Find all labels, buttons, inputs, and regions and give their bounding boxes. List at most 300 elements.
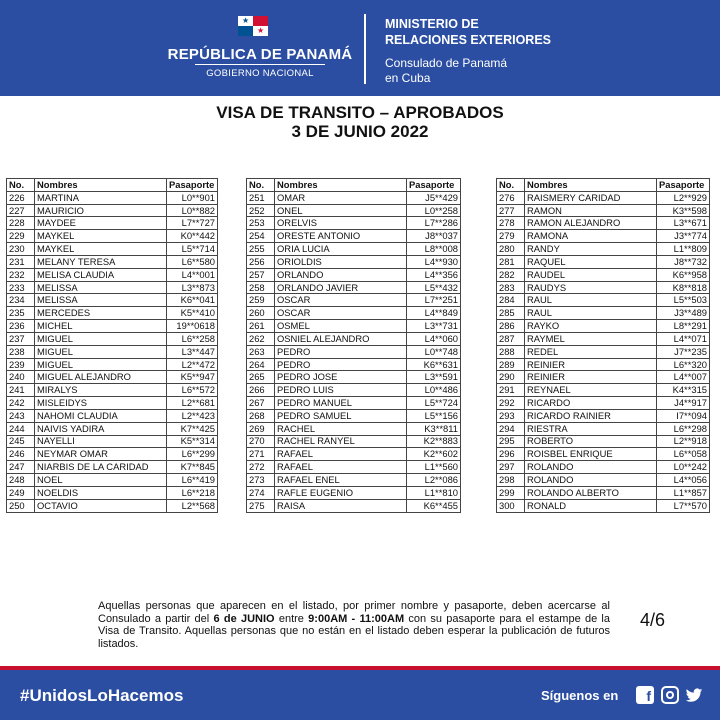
- table-row: [7, 204, 218, 217]
- name-cell: REINIER: [525, 371, 657, 384]
- passport-cell: L6**299: [167, 448, 218, 461]
- number-cell: 263: [247, 345, 275, 358]
- number-cell: 260: [247, 307, 275, 320]
- table-row: [497, 332, 710, 345]
- table-row: [7, 422, 218, 435]
- passport-cell: J3**489: [657, 307, 710, 320]
- number-cell: 235: [7, 307, 35, 320]
- name-cell: RAUL: [525, 294, 657, 307]
- passport-cell: L6**419: [167, 474, 218, 487]
- column-header-no: No.: [7, 179, 35, 192]
- name-cell: PEDRO JOSE: [275, 371, 407, 384]
- table-row: [7, 499, 218, 512]
- table-header-row: [497, 179, 710, 192]
- table-row: [247, 320, 461, 333]
- footer-banner: [0, 666, 720, 720]
- passport-cell: L2**472: [167, 358, 218, 371]
- passport-cell: L4**071: [657, 332, 710, 345]
- table-row: [497, 255, 710, 268]
- number-cell: 273: [247, 474, 275, 487]
- table-row: [247, 499, 461, 512]
- number-cell: 291: [497, 384, 525, 397]
- name-cell: MIGUEL: [35, 332, 167, 345]
- number-cell: 226: [7, 191, 35, 204]
- passport-cell: K5**314: [167, 435, 218, 448]
- name-cell: MAYKEL: [35, 243, 167, 256]
- number-cell: 234: [7, 294, 35, 307]
- name-cell: OSCAR: [275, 307, 407, 320]
- passport-cell: L6**320: [657, 358, 710, 371]
- name-cell: ROLANDO: [525, 461, 657, 474]
- table-row: [497, 435, 710, 448]
- table-row: [247, 448, 461, 461]
- name-cell: NAHOMI CLAUDIA: [35, 409, 167, 422]
- table-row: [7, 255, 218, 268]
- passport-cell: L4**056: [657, 474, 710, 487]
- passport-cell: K6**958: [657, 268, 710, 281]
- number-cell: 245: [7, 435, 35, 448]
- hashtag: #UnidosLoHacemos: [20, 686, 184, 705]
- table-row: [247, 217, 461, 230]
- passport-cell: L0**882: [167, 204, 218, 217]
- notice-time: 9:00AM - 11:00AM: [308, 612, 405, 625]
- passport-cell: J5**429: [407, 191, 461, 204]
- number-cell: 256: [247, 255, 275, 268]
- name-cell: PEDRO SAMUEL: [275, 409, 407, 422]
- header-banner: [0, 0, 720, 96]
- table-row: [7, 191, 218, 204]
- table-row: [497, 397, 710, 410]
- name-cell: RAFAEL: [275, 461, 407, 474]
- passport-cell: L3**447: [167, 345, 218, 358]
- ministry-line-1: MINISTERIO DE: [385, 17, 479, 31]
- number-cell: 272: [247, 461, 275, 474]
- passport-cell: L4**060: [407, 332, 461, 345]
- number-cell: 253: [247, 217, 275, 230]
- name-cell: RAUDEL: [525, 268, 657, 281]
- passport-cell: L5**156: [407, 409, 461, 422]
- table-row: [497, 461, 710, 474]
- number-cell: 249: [7, 486, 35, 499]
- table-row: [497, 230, 710, 243]
- number-cell: 288: [497, 345, 525, 358]
- table-row: [7, 358, 218, 371]
- table-header-row: [7, 179, 218, 192]
- consulate-line-2: en Cuba: [385, 71, 431, 85]
- name-cell: RAYMEL: [525, 332, 657, 345]
- name-cell: RACHEL: [275, 422, 407, 435]
- number-cell: 239: [7, 358, 35, 371]
- name-cell: MERCEDES: [35, 307, 167, 320]
- number-cell: 228: [7, 217, 35, 230]
- passport-cell: K2**602: [407, 448, 461, 461]
- name-cell: NEYMAR OMAR: [35, 448, 167, 461]
- name-cell: NOEL: [35, 474, 167, 487]
- name-cell: MICHEL: [35, 320, 167, 333]
- table-row: [7, 217, 218, 230]
- name-cell: RAUDYS: [525, 281, 657, 294]
- passport-cell: L0**242: [657, 461, 710, 474]
- passport-cell: L0**258: [407, 204, 461, 217]
- number-cell: 261: [247, 320, 275, 333]
- passport-cell: J8**732: [657, 255, 710, 268]
- table-row: [7, 294, 218, 307]
- table-row: [247, 474, 461, 487]
- name-cell: MELISSA: [35, 281, 167, 294]
- number-cell: 251: [247, 191, 275, 204]
- passport-cell: L6**298: [657, 422, 710, 435]
- footer-red-band: [0, 666, 720, 670]
- passport-cell: K8**818: [657, 281, 710, 294]
- column-header-names: Nombres: [525, 179, 657, 192]
- name-cell: OSMEL: [275, 320, 407, 333]
- number-cell: 262: [247, 332, 275, 345]
- passport-cell: K0**442: [167, 230, 218, 243]
- number-cell: 255: [247, 243, 275, 256]
- number-cell: 248: [7, 474, 35, 487]
- name-cell: MAYDEE: [35, 217, 167, 230]
- number-cell: 238: [7, 345, 35, 358]
- table-row: [247, 422, 461, 435]
- table-row: [497, 499, 710, 512]
- passport-cell: L6**572: [167, 384, 218, 397]
- name-cell: RONALD: [525, 499, 657, 512]
- passport-cell: L6**058: [657, 448, 710, 461]
- number-cell: 296: [497, 448, 525, 461]
- name-cell: MELISSA: [35, 294, 167, 307]
- passport-cell: L5**714: [167, 243, 218, 256]
- number-cell: 250: [7, 499, 35, 512]
- number-cell: 283: [497, 281, 525, 294]
- approved-list-table-3: [496, 178, 710, 513]
- passport-cell: L3**671: [657, 217, 710, 230]
- number-cell: 281: [497, 255, 525, 268]
- page-indicator: 4/6: [640, 610, 666, 630]
- number-cell: 282: [497, 268, 525, 281]
- table-row: [247, 191, 461, 204]
- table-row: [497, 486, 710, 499]
- table-row: [497, 448, 710, 461]
- number-cell: 237: [7, 332, 35, 345]
- passport-cell: L2**918: [657, 435, 710, 448]
- passport-cell: L2**681: [167, 397, 218, 410]
- name-cell: OCTAVIO: [35, 499, 167, 512]
- name-cell: RAISA: [275, 499, 407, 512]
- column-header-passport: Pasaporte: [407, 179, 461, 192]
- passport-cell: L3**873: [167, 281, 218, 294]
- table-row: [7, 409, 218, 422]
- approved-list-table-2: [246, 178, 461, 513]
- table-row: [247, 204, 461, 217]
- name-cell: MIGUEL ALEJANDRO: [35, 371, 167, 384]
- number-cell: 230: [7, 243, 35, 256]
- name-cell: ROISBEL ENRIQUE: [525, 448, 657, 461]
- passport-cell: 19**0618: [167, 320, 218, 333]
- number-cell: 258: [247, 281, 275, 294]
- name-cell: RACHEL RANYEL: [275, 435, 407, 448]
- table-row: [247, 358, 461, 371]
- table-row: [497, 345, 710, 358]
- name-cell: PEDRO MANUEL: [275, 397, 407, 410]
- name-cell: RAUL: [525, 307, 657, 320]
- name-cell: RAISMERY CARIDAD: [525, 191, 657, 204]
- facebook-icon[interactable]: f: [636, 686, 654, 704]
- column-header-no: No.: [497, 179, 525, 192]
- number-cell: 244: [7, 422, 35, 435]
- name-cell: RAMON ALEJANDRO: [525, 217, 657, 230]
- table-row: [497, 217, 710, 230]
- table-row: [247, 281, 461, 294]
- number-cell: 232: [7, 268, 35, 281]
- passport-cell: K4**315: [657, 384, 710, 397]
- passport-cell: J4**917: [657, 397, 710, 410]
- number-cell: 294: [497, 422, 525, 435]
- passport-cell: L7**727: [167, 217, 218, 230]
- table-row: [247, 332, 461, 345]
- passport-cell: L2**086: [407, 474, 461, 487]
- republic-divider: [195, 64, 325, 65]
- passport-cell: L2**423: [167, 409, 218, 422]
- name-cell: MISLEIDYS: [35, 397, 167, 410]
- header-divider: [364, 14, 366, 84]
- name-cell: RAFLE EUGENIO: [275, 486, 407, 499]
- column-header-passport: Pasaporte: [167, 179, 218, 192]
- table-row: [247, 486, 461, 499]
- passport-cell: L5**503: [657, 294, 710, 307]
- name-cell: ORLANDO JAVIER: [275, 281, 407, 294]
- name-cell: NOELDIS: [35, 486, 167, 499]
- name-cell: NIARBIS DE LA CARIDAD: [35, 461, 167, 474]
- table-row: [247, 409, 461, 422]
- number-cell: 246: [7, 448, 35, 461]
- passport-cell: I7**094: [657, 409, 710, 422]
- table-row: [247, 461, 461, 474]
- passport-cell: L8**291: [657, 320, 710, 333]
- name-cell: REDEL: [525, 345, 657, 358]
- passport-cell: L0**486: [407, 384, 461, 397]
- number-cell: 229: [7, 230, 35, 243]
- passport-cell: L6**258: [167, 332, 218, 345]
- number-cell: 286: [497, 320, 525, 333]
- number-cell: 275: [247, 499, 275, 512]
- number-cell: 231: [7, 255, 35, 268]
- name-cell: RAFAEL ENEL: [275, 474, 407, 487]
- table-row: [7, 371, 218, 384]
- table-row: [497, 191, 710, 204]
- number-cell: 287: [497, 332, 525, 345]
- passport-cell: L7**570: [657, 499, 710, 512]
- name-cell: REYNAEL: [525, 384, 657, 397]
- column-header-no: No.: [247, 179, 275, 192]
- passport-cell: L4**007: [657, 371, 710, 384]
- passport-cell: L1**857: [657, 486, 710, 499]
- passport-cell: L0**748: [407, 345, 461, 358]
- name-cell: ORELVIS: [275, 217, 407, 230]
- name-cell: ORIOLDIS: [275, 255, 407, 268]
- number-cell: 298: [497, 474, 525, 487]
- table-row: [7, 332, 218, 345]
- table-row: [7, 448, 218, 461]
- name-cell: ROBERTO: [525, 435, 657, 448]
- number-cell: 293: [497, 409, 525, 422]
- column-header-passport: Pasaporte: [657, 179, 710, 192]
- number-cell: 278: [497, 217, 525, 230]
- number-cell: 254: [247, 230, 275, 243]
- name-cell: MAURICIO: [35, 204, 167, 217]
- name-cell: RICARDO: [525, 397, 657, 410]
- table-row: [497, 320, 710, 333]
- number-cell: 300: [497, 499, 525, 512]
- passport-cell: J7**235: [657, 345, 710, 358]
- number-cell: 227: [7, 204, 35, 217]
- number-cell: 279: [497, 230, 525, 243]
- name-cell: ORIA LUCIA: [275, 243, 407, 256]
- passport-cell: L4**849: [407, 307, 461, 320]
- table-row: [497, 268, 710, 281]
- passport-cell: L7**286: [407, 217, 461, 230]
- number-cell: 270: [247, 435, 275, 448]
- document-date: 3 DE JUNIO 2022: [291, 122, 429, 141]
- table-row: [7, 384, 218, 397]
- table-row: [7, 435, 218, 448]
- republic-title: REPÚBLICA DE PANAMÁ: [167, 46, 353, 63]
- number-cell: 243: [7, 409, 35, 422]
- number-cell: 247: [7, 461, 35, 474]
- table-row: [247, 384, 461, 397]
- table-row: [7, 268, 218, 281]
- name-cell: OSNIEL ALEJANDRO: [275, 332, 407, 345]
- passport-cell: K3**598: [657, 204, 710, 217]
- name-cell: ORLANDO: [275, 268, 407, 281]
- passport-cell: K3**811: [407, 422, 461, 435]
- document-title: VISA DE TRANSITO – APROBADOS: [216, 103, 504, 122]
- table-row: [7, 243, 218, 256]
- table-row: [247, 243, 461, 256]
- name-cell: ROLANDO ALBERTO: [525, 486, 657, 499]
- name-cell: ROLANDO: [525, 474, 657, 487]
- number-cell: 274: [247, 486, 275, 499]
- table-row: [497, 307, 710, 320]
- number-cell: 266: [247, 384, 275, 397]
- table-row: [497, 243, 710, 256]
- passport-cell: L1**560: [407, 461, 461, 474]
- passport-cell: L4**930: [407, 255, 461, 268]
- consulate-line-1: Consulado de Panamá: [385, 56, 508, 70]
- government-subtitle: GOBIERNO NACIONAL: [206, 68, 314, 79]
- name-cell: MAYKEL: [35, 230, 167, 243]
- table-row: [7, 307, 218, 320]
- number-cell: 242: [7, 397, 35, 410]
- table-row: [497, 294, 710, 307]
- number-cell: 240: [7, 371, 35, 384]
- number-cell: 252: [247, 204, 275, 217]
- number-cell: 236: [7, 320, 35, 333]
- table-row: [7, 474, 218, 487]
- name-cell: PEDRO: [275, 358, 407, 371]
- name-cell: OMAR: [275, 191, 407, 204]
- approved-list-table-1: [6, 178, 218, 513]
- table-row: [497, 358, 710, 371]
- passport-cell: K2**883: [407, 435, 461, 448]
- passport-cell: K7**845: [167, 461, 218, 474]
- passport-cell: J8**037: [407, 230, 461, 243]
- ministry-line-2: RELACIONES EXTERIORES: [385, 33, 551, 47]
- name-cell: MELISA CLAUDIA: [35, 268, 167, 281]
- table-row: [7, 486, 218, 499]
- passport-cell: L1**810: [407, 486, 461, 499]
- column-header-names: Nombres: [275, 179, 407, 192]
- number-cell: 292: [497, 397, 525, 410]
- table-row: [247, 307, 461, 320]
- number-cell: 271: [247, 448, 275, 461]
- name-cell: RAMONA: [525, 230, 657, 243]
- passport-cell: K7**425: [167, 422, 218, 435]
- passport-cell: L0**901: [167, 191, 218, 204]
- name-cell: MIGUEL: [35, 345, 167, 358]
- passport-cell: L1**809: [657, 243, 710, 256]
- number-cell: 265: [247, 371, 275, 384]
- panama-flag-icon: ★ ★: [238, 16, 268, 36]
- name-cell: RAFAEL: [275, 448, 407, 461]
- passport-cell: L3**731: [407, 320, 461, 333]
- table-row: [497, 204, 710, 217]
- table-row: [497, 409, 710, 422]
- instagram-icon[interactable]: [661, 686, 679, 704]
- notice-date: 6 de JUNIO: [213, 612, 275, 625]
- passport-cell: L6**580: [167, 255, 218, 268]
- passport-cell: L3**591: [407, 371, 461, 384]
- name-cell: NAYELLI: [35, 435, 167, 448]
- passport-cell: J3**774: [657, 230, 710, 243]
- passport-cell: L4**356: [407, 268, 461, 281]
- number-cell: 269: [247, 422, 275, 435]
- number-cell: 290: [497, 371, 525, 384]
- passport-cell: K6**631: [407, 358, 461, 371]
- table-row: [247, 255, 461, 268]
- column-header-names: Nombres: [35, 179, 167, 192]
- table-row: [247, 294, 461, 307]
- table-row: [247, 371, 461, 384]
- passport-cell: L7**251: [407, 294, 461, 307]
- table-header-row: [247, 179, 461, 192]
- number-cell: 284: [497, 294, 525, 307]
- passport-cell: K6**455: [407, 499, 461, 512]
- number-cell: 268: [247, 409, 275, 422]
- passport-cell: K5**947: [167, 371, 218, 384]
- number-cell: 233: [7, 281, 35, 294]
- name-cell: RAYKO: [525, 320, 657, 333]
- table-row: [7, 230, 218, 243]
- notice-text: Aquellas personas que aparecen en el listado, por primer nombre y pasaporte, deben acercarse al Consulado a partir del 6 de JUNIO entre 9:00AM - 11:00AM con su pasaporte para el estampe de la Visa de Transito. Aquellas personas que no están en el listado deben esperar la publicación de futuros listados.: [98, 600, 610, 650]
- passport-cell: L4**001: [167, 268, 218, 281]
- twitter-icon[interactable]: [685, 686, 703, 704]
- table-row: [7, 397, 218, 410]
- table-row: [247, 268, 461, 281]
- number-cell: 264: [247, 358, 275, 371]
- name-cell: ORESTE ANTONIO: [275, 230, 407, 243]
- passport-cell: L2**929: [657, 191, 710, 204]
- table-row: [247, 230, 461, 243]
- number-cell: 267: [247, 397, 275, 410]
- name-cell: NAIVIS YADIRA: [35, 422, 167, 435]
- follow-us-label: Síguenos en: [541, 688, 619, 703]
- number-cell: 297: [497, 461, 525, 474]
- table-row: [247, 397, 461, 410]
- name-cell: PEDRO: [275, 345, 407, 358]
- name-cell: RAMON: [525, 204, 657, 217]
- number-cell: 299: [497, 486, 525, 499]
- name-cell: REINIER: [525, 358, 657, 371]
